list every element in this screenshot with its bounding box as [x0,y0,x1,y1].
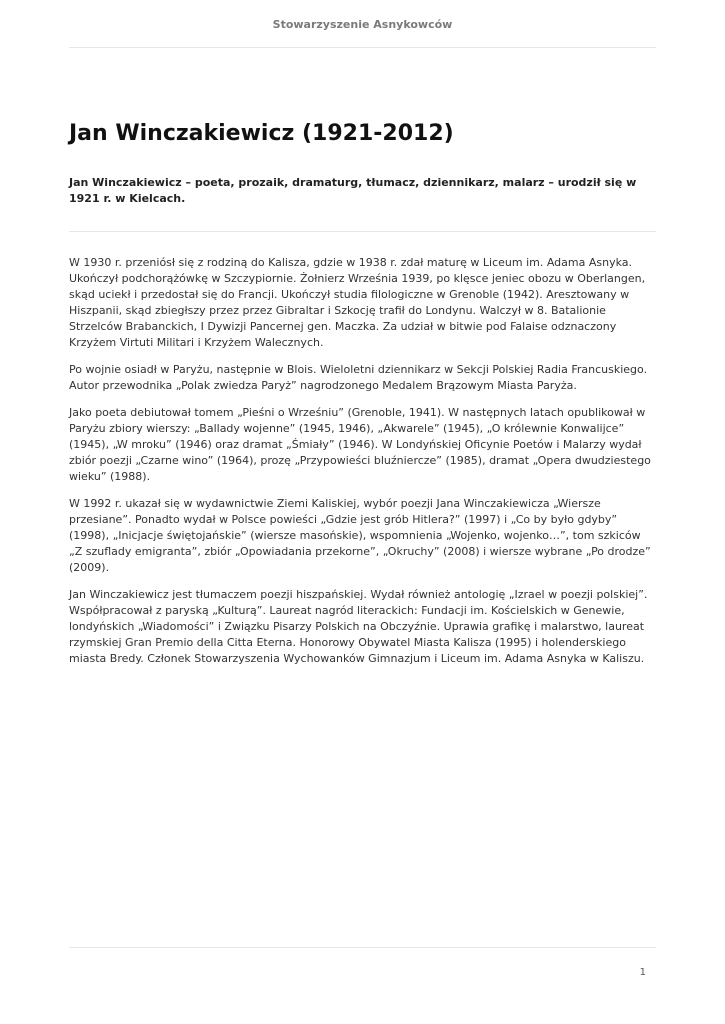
article-paragraph: Jako poeta debiutował tomem „Pieśni o Wrześniu” (Grenoble, 1941). W następnych latach opublikował w Paryżu zbiory wierszy: „Ballady wojenne” (1945, 1946), „Akwarele” (1945), „O królewnie Konwalijce” (1945), „W mroku” (1946) oraz dramat „Śmiały” (1946). W Londyńskiej Oficynie Poetów i Malarzy wydał zbiór poezji „Czarne wino” (1964), prozę „Przypowieści bluźniercze” (1985), dramat „Opera dwudziestego wieku” (1988). [69,406,651,483]
article-paragraph: Po wojnie osiadł w Paryżu, następnie w Blois. Wieloletni dziennikarz w Sekcji Polskiej Radia Francuskiego. Autor przewodnika „Polak zwiedza Paryż” nagrodzonego Medalem Brązowym Miasta Paryża. [69,363,648,392]
article-lead: Jan Winczakiewicz – poeta, prozaik, dramaturg, tłumacz, dziennikarz, malarz – urodził się w 1921 r. w Kielcach. [69,175,656,232]
article-paragraph: Jan Winczakiewicz jest tłumaczem poezji hiszpańskiej. Wydał również antologię „Izrael w poezji polskiej”. Współpracował z paryską „Kulturą”. Laureat nagród literackich: Fundacji im. Kościelskich w Genewie, londyńskich „Wiadomości” i Związku Pisarzy Polskich na Obczyźnie. Uprawia grafikę i malarstwo, laureat rzymskiej Gran Premio della Citta Eterna. Honorowy Obywatel Miasta Kalisza (1995) i holenderskiego miasta Bredy. Członek Stowarzyszenia Wychowanków Gimnazjum i Liceum im. Adama Asnyka w Kaliszu. [69,588,648,665]
article-paragraph: W 1992 r. ukazał się w wydawnictwie Ziemi Kaliskiej, wybór poezji Jana Winczakiewicza „Wiersze przesiane”. Ponadto wydał w Polsce powieści „Gdzie jest grób Hitlera?” (1997) i „Co by było gdyby” (1998), „Inicjacje świętojańskie” (wiersze masońskie), wspomnienia „Wojenko, wojenko…”, tom szkiców „Z szuflady emigranta”, zbiór „Opowiadania przekorne”, „Okruchy” (2008) i wiersze wybrane „Po drodze” (2009). [69,497,651,574]
site-header [69,14,656,48]
footer-divider [69,947,656,948]
article-body [69,255,656,678]
page-number: 1 [639,967,646,978]
page-title: Jan Winczakiewicz (1921-2012) [69,121,454,146]
site-name: Stowarzyszenie Asnykowców [272,18,453,31]
article-paragraph: W 1930 r. przeniósł się z rodziną do Kalisza, gdzie w 1938 r. zdał maturę w Liceum im. Adama Asnyka. Ukończył podchorążówkę w Szczypiornie. Żołnierz Września 1939, po klęsce jeniec obozu w Oberlangen, skąd uciekł i przedostał się do Francji. Ukończył studia filologiczne w Grenoble (1942). Aresztowany w Hiszpanii, skąd zbiegłszy przez przez Gibraltar i Szkocję trafił do Londynu. Walczył w 8. Batalionie Strzelców Brabanckich, I Dywizji Pancernej gen. Maczka. Za udział w bitwie pod Falaise odznaczony Krzyżem Virtuti Militari i Krzyżem Walecznych. [69,256,646,349]
